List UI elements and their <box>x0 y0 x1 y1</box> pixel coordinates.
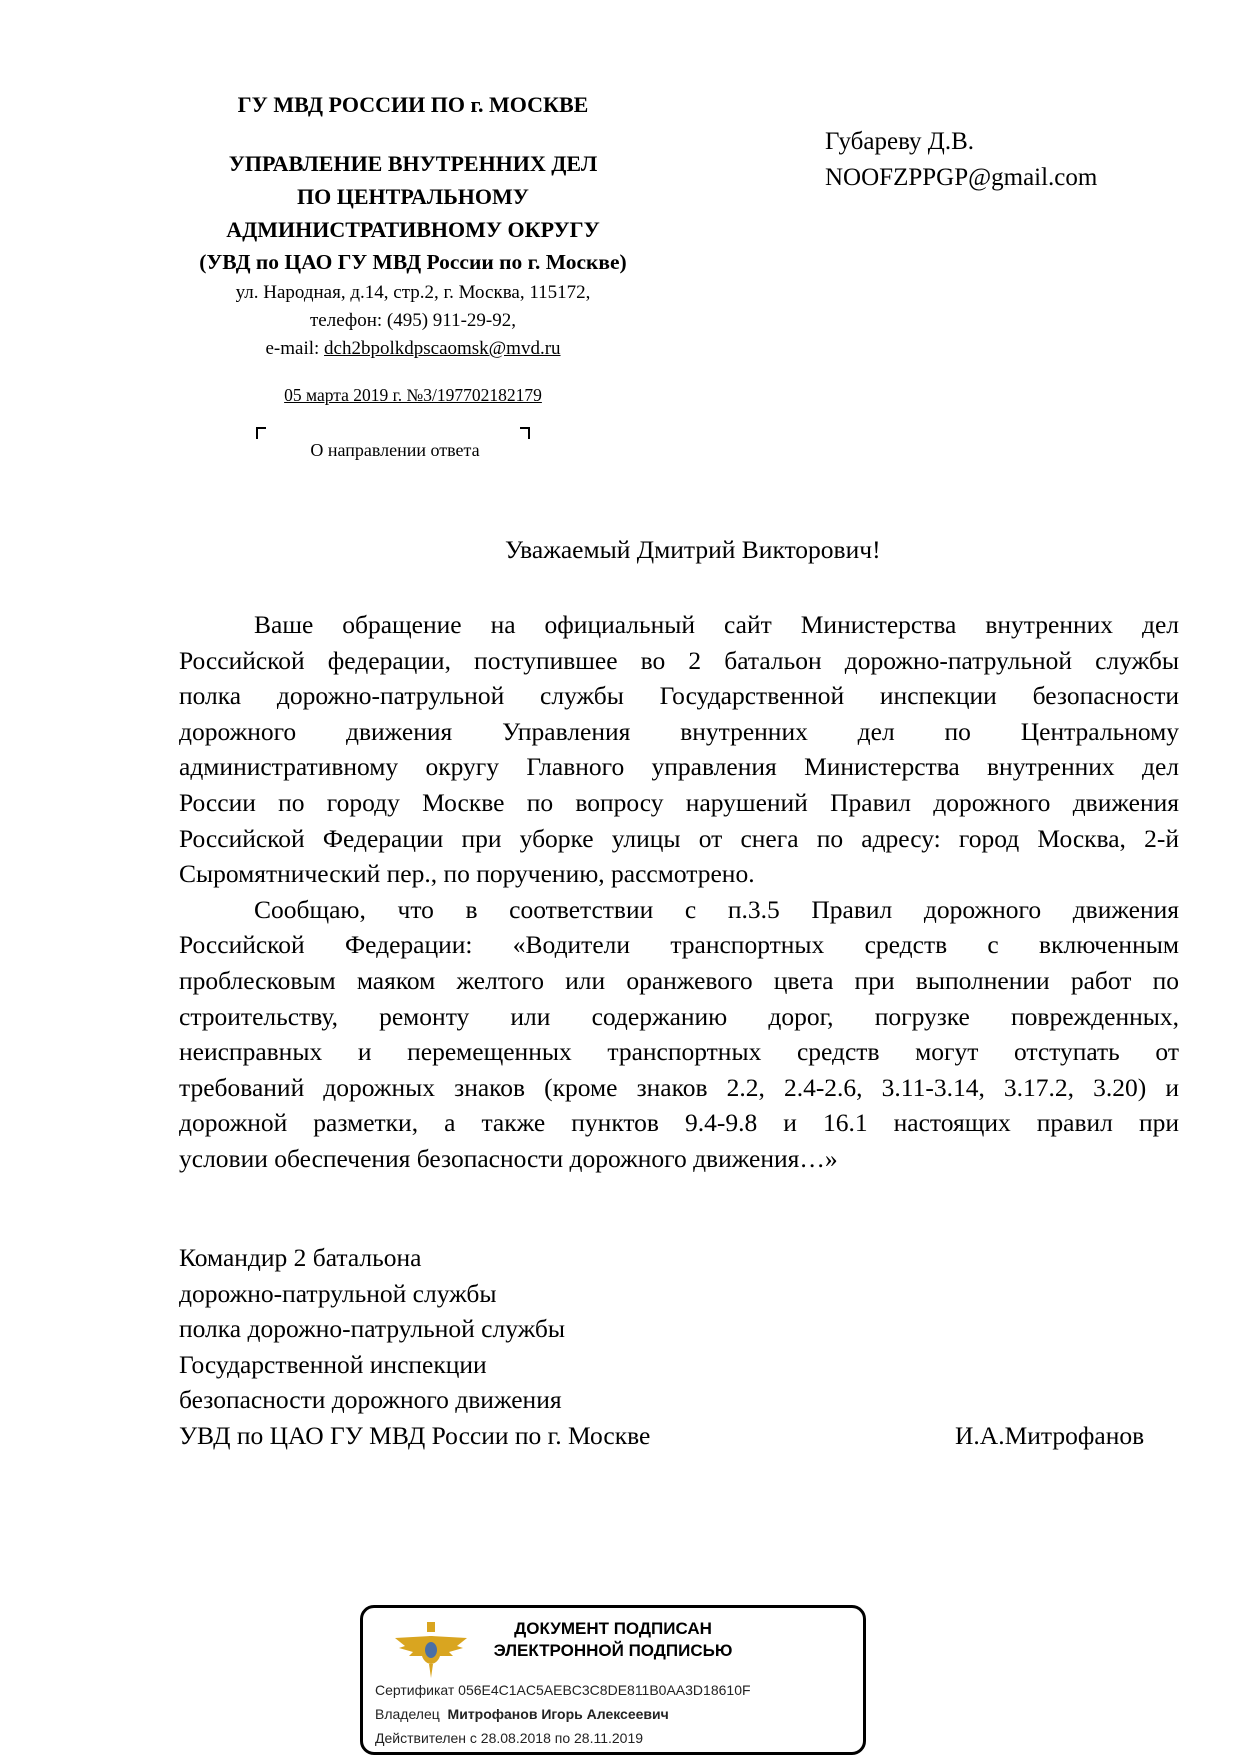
body-line: проблесковым маяком желтого или оранжевого цвета при выполнении работ по <box>179 965 1179 995</box>
signer-position: Командир 2 батальона <box>179 1243 422 1272</box>
recipient <box>825 124 1097 196</box>
letter-body <box>179 607 1179 1177</box>
body-line: дорожной разметки, а также пунктов 9.4-9.8 и 16.1 настоящих правил при <box>179 1108 1179 1138</box>
signer-position: УВД по ЦАО ГУ МВД России по г. Москве <box>179 1420 651 1450</box>
recipient-name: Губареву Д.В. <box>825 128 975 155</box>
body-line: Сыромятнический пер., по поручению, рассмотрено. <box>179 859 755 889</box>
subject: О направлении ответа <box>310 440 480 460</box>
email-label: e-mail: <box>265 338 325 359</box>
department-line: АДМИНИСТРАТИВНОМУ ОКРУГУ <box>226 217 600 242</box>
body-line: Российской федерации, поступившее во 2 батальон дорожно-патрульной службы <box>179 645 1179 675</box>
body-line: Сообщаю, что в соответствии с п.3.5 Правил дорожного движения <box>254 894 1179 924</box>
body-line: административному округу Главного управления Министерства внутренних дел <box>179 752 1179 782</box>
signature-block <box>179 1240 650 1454</box>
address: ул. Народная, д.14, стр.2, г. Москва, 115172, <box>235 282 591 303</box>
bracket-left <box>256 427 266 439</box>
owner-name: Митрофанов Игорь Алексеевич <box>447 1706 669 1722</box>
date-number: 05 марта 2019 г. №3/197702182179 <box>284 385 542 405</box>
signer-position: полка дорожно-патрульной службы <box>179 1314 565 1344</box>
stamp-title: ДОКУМЕНТ ПОДПИСАН <box>514 1619 712 1638</box>
email-link[interactable]: dch2bpolkdpscaomsk@mvd.ru <box>324 338 561 359</box>
electronic-signature-stamp <box>360 1605 866 1755</box>
body-line: строительству, ремонту или содержанию дорог, погрузке поврежденных, <box>179 1001 1179 1031</box>
owner-label: Владелец <box>375 1706 440 1722</box>
ministry-title: ГУ МВД РОССИИ ПО г. МОСКВЕ <box>237 92 589 117</box>
body-line: России по городу Москве по вопросу нарушений Правил дорожного движения <box>179 787 1179 817</box>
letterhead <box>150 88 676 407</box>
signer-position: Государственной инспекции <box>179 1349 487 1379</box>
signer-position: дорожно-патрульной службы <box>179 1278 497 1308</box>
body-line: дорожного движения Управления внутренних дел по Центральному <box>179 716 1179 746</box>
department-line: (УВД по ЦАО ГУ МВД России по г. Москве) <box>199 250 627 274</box>
signer-position: безопасности дорожного движения <box>179 1385 562 1415</box>
recipient-email: NOOFZPPGP@gmail.com <box>825 164 1098 191</box>
email-line <box>150 335 676 363</box>
police-emblem-icon <box>391 1616 471 1680</box>
body-line: требований дорожных знаков (кроме знаков 2.2, 2.4-2.6, 3.11-3.14, 3.17.2, 3.20) и <box>179 1072 1179 1102</box>
phone: телефон: (495) 911-29-92, <box>310 310 516 331</box>
validity: Действителен с 28.08.2018 по 28.11.2019 <box>375 1730 644 1746</box>
body-line: неисправных и перемещенных транспортных средств могут отступать от <box>179 1037 1179 1067</box>
body-line: условии обеспечения безопасности дорожного движения…» <box>179 1143 838 1173</box>
stamp-title: ЭЛЕКТРОННОЙ ПОДПИСЬЮ <box>493 1641 733 1660</box>
greeting: Уважаемый Дмитрий Викторович! <box>505 535 881 564</box>
department-line: УПРАВЛЕНИЕ ВНУТРЕННИХ ДЕЛ <box>228 151 598 176</box>
body-line: Ваше обращение на официальный сайт Министерства внутренних дел <box>254 610 1179 639</box>
certificate: Сертификат 056E4C1AC5AEBC3C8DE811B0AA3D18610F <box>375 1682 751 1698</box>
body-line: Российской Федерации: «Водители транспортных средств с включенным <box>179 930 1179 960</box>
body-line: полка дорожно-патрульной службы Государственной инспекции безопасности <box>179 681 1179 711</box>
department-line: ПО ЦЕНТРАЛЬНОМУ <box>297 184 529 209</box>
body-line: Российской Федерации при уборке улицы от снега по адресу: город Москва, 2-й <box>179 823 1179 853</box>
bracket-right <box>520 427 530 439</box>
signer-name: И.А.Митрофанов <box>955 1421 1145 1450</box>
